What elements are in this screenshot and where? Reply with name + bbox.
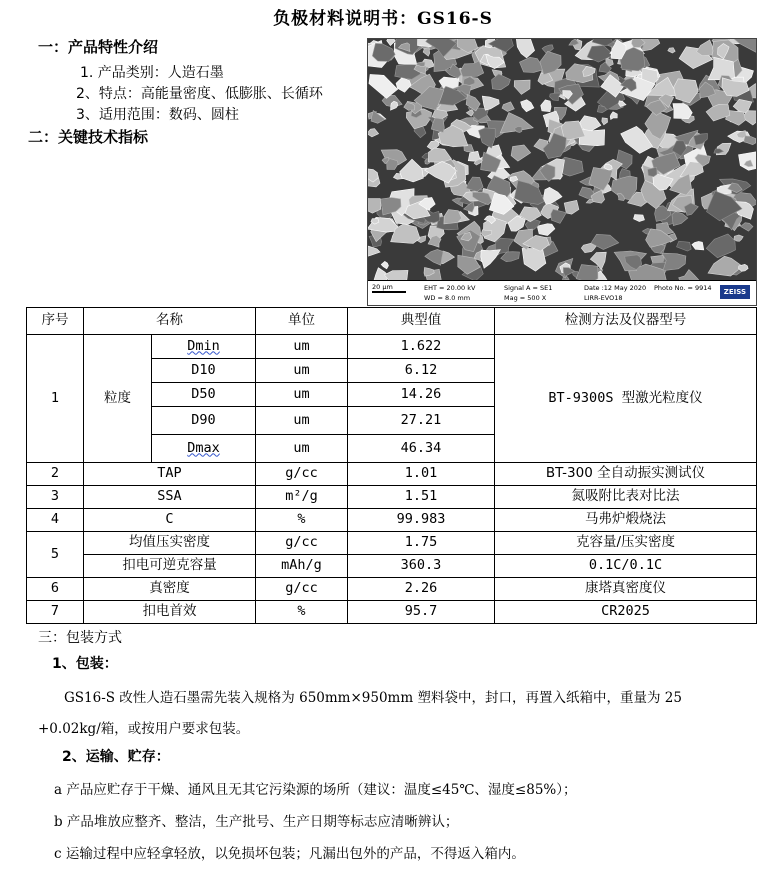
cell-unit: g/cc	[256, 532, 348, 555]
sem-micrograph	[367, 38, 757, 306]
storage-item-c: c 运输过程中应轻拿轻放，以免损坏包装；凡漏出包外的产品，不得返入箱内。	[54, 846, 525, 862]
cell-no: 7	[27, 601, 84, 624]
cell-method: 克容量/压实密度	[495, 532, 757, 555]
table-row	[27, 532, 757, 555]
cell-no: 1	[27, 335, 84, 463]
cell-method: 马弗炉煅烧法	[495, 509, 757, 532]
cell-name: 真密度	[84, 578, 256, 601]
cell-name: SSA	[84, 486, 256, 509]
cell-value: 1.622	[348, 335, 495, 359]
cell-value: 1.51	[348, 486, 495, 509]
table-row	[27, 601, 757, 624]
header-no: 序号	[27, 308, 84, 335]
table-row	[27, 509, 757, 532]
cell-value: 6.12	[348, 359, 495, 383]
storage-item-a: a 产品应贮存于干燥、通风且无其它污染源的场所（建议：温度≤45℃、湿度≤85%）；	[54, 782, 577, 798]
cell-method: BT-300 全自动振实测试仪	[495, 463, 757, 486]
storage-item-b: b 产品堆放应整齐、整洁，生产批号、生产日期等标志应清晰辨认；	[54, 814, 459, 830]
table-row	[27, 555, 757, 578]
cell-name: 扣电可逆克容量	[84, 555, 256, 578]
header-value: 典型值	[348, 308, 495, 335]
cell-value: 27.21	[348, 407, 495, 435]
cell-unit: um	[256, 407, 348, 435]
table-row	[27, 486, 757, 509]
cell-method: CR2025	[495, 601, 757, 624]
cell-name: 扣电首效	[84, 601, 256, 624]
cell-method: 氮吸附比表对比法	[495, 486, 757, 509]
sem-date: Date :12 May 2020	[584, 284, 647, 292]
sem-photo-no: Photo No. = 9914	[654, 284, 712, 292]
packing-text-line1: GS16-S 改性人造石墨需先装入规格为 650mm×950mm 塑料袋中，封口，再置入纸箱中，重量为 25	[64, 690, 682, 706]
sem-signal: Signal A = SE1	[504, 284, 553, 292]
feature-item-category: 1. 产品类别：人造石墨	[80, 65, 224, 81]
feature-item-application: 3、适用范围：数码、圆柱	[76, 107, 239, 123]
cell-value: 46.34	[348, 435, 495, 463]
sem-particle-image	[368, 39, 756, 281]
sem-instrument: LIRR-EVO18	[584, 294, 623, 302]
cell-unit: m²/g	[256, 486, 348, 509]
cell-unit: %	[256, 601, 348, 624]
cell-no: 2	[27, 463, 84, 486]
cell-value: 1.75	[348, 532, 495, 555]
cell-name: 粒度	[84, 335, 152, 463]
cell-value: 360.3	[348, 555, 495, 578]
cell-unit: um	[256, 335, 348, 359]
scale-bar: 20 μm	[372, 283, 406, 293]
cell-subname: D10	[152, 359, 256, 383]
cell-unit: g/cc	[256, 578, 348, 601]
cell-subname	[152, 335, 256, 359]
cell-unit: um	[256, 383, 348, 407]
document-title: 负极材料说明书：GS16-S	[273, 9, 493, 29]
sem-eht: EHT = 20.00 kV	[424, 284, 476, 292]
zeiss-logo: ZEISS	[720, 285, 750, 299]
cell-subname	[152, 435, 256, 463]
cell-subname: D90	[152, 407, 256, 435]
cell-unit: g/cc	[256, 463, 348, 486]
cell-value: 95.7	[348, 601, 495, 624]
subname-dmax: Dmax	[187, 439, 220, 456]
cell-name: 均值压实密度	[84, 532, 256, 555]
cell-unit: %	[256, 509, 348, 532]
cell-unit: mAh/g	[256, 555, 348, 578]
feature-item-traits: 2、特点：高能量密度、低膨胀、长循环	[76, 86, 323, 102]
cell-unit: um	[256, 359, 348, 383]
packing-text-line2: +0.02kg/箱，或按用户要求包装。	[38, 721, 250, 737]
cell-no: 4	[27, 509, 84, 532]
cell-value: 99.983	[348, 509, 495, 532]
cell-name: C	[84, 509, 256, 532]
cell-name: TAP	[84, 463, 256, 486]
section1-heading: 一：产品特性介绍	[38, 38, 159, 56]
transport-heading: 2、运输、贮存：	[62, 749, 170, 765]
sem-mag: Mag = 500 X	[504, 294, 547, 302]
sem-wd: WD = 8.0 mm	[424, 294, 471, 302]
cell-value: 2.26	[348, 578, 495, 601]
cell-method: 0.1C/0.1C	[495, 555, 757, 578]
cell-no: 5	[27, 532, 84, 578]
section2-heading: 二：关键技术指标	[28, 128, 149, 146]
table-header-row	[27, 308, 757, 335]
cell-value: 14.26	[348, 383, 495, 407]
cell-value: 1.01	[348, 463, 495, 486]
cell-no: 6	[27, 578, 84, 601]
cell-method: 康塔真密度仪	[495, 578, 757, 601]
section3-heading: 三：包装方式	[38, 630, 122, 646]
header-unit: 单位	[256, 308, 348, 335]
table-row	[27, 463, 757, 486]
sem-info-bar	[368, 280, 756, 305]
cell-no: 3	[27, 486, 84, 509]
cell-unit: um	[256, 435, 348, 463]
cell-subname: D50	[152, 383, 256, 407]
spec-table	[26, 307, 757, 624]
header-method: 检测方法及仪器型号	[495, 308, 757, 335]
header-name: 名称	[84, 308, 256, 335]
cell-method: BT-9300S 型激光粒度仪	[495, 335, 757, 463]
packing-heading: 1、包装：	[52, 656, 118, 672]
table-row	[27, 578, 757, 601]
table-row	[27, 335, 757, 359]
subname-dmin: Dmin	[187, 337, 220, 354]
